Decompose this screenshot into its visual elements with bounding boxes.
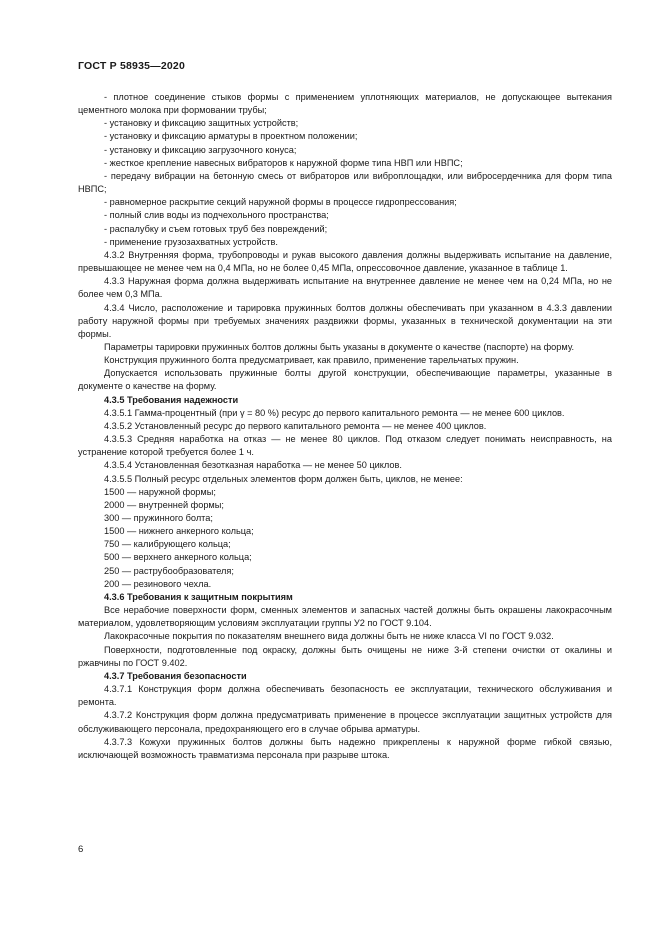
paragraph: 200 — резинового чехла.	[104, 578, 212, 589]
paragraph: 1500 — нижнего анкерного кольца;	[104, 526, 254, 537]
document-header: ГОСТ Р 58935—2020	[78, 60, 186, 72]
page-number: 6	[78, 844, 84, 855]
paragraph: 1500 — наружной формы;	[104, 486, 216, 497]
paragraph: 4.3.7.3 Кожухи пружинных болтов должны быть надежно прикреплены к наружной форме гибкой связью, исключающей возможность травматизма персонала при разрыве штока.	[78, 736, 612, 760]
paragraph: 4.3.7.2 Конструкция форм должна предусматривать применение в процессе эксплуатации защитных устройств для обслуживающего персонала, предохраняющего его в случае обрыва арматуры.	[78, 710, 612, 734]
paragraph: - установку и фиксацию загрузочного конуса;	[104, 144, 297, 155]
paragraph: Конструкция пружинного болта предусматривает, как правило, применение тарельчатых пружин.	[104, 355, 519, 366]
paragraph: 4.3.3 Наружная форма должна выдерживать испытание на внутреннее давление не менее чем на 0,24 МПа, но не более чем 0,3 МПа.	[78, 276, 612, 300]
paragraph: - распалубку и съем готовых труб без повреждений;	[104, 223, 328, 234]
paragraph: - равномерное раскрытие секций наружной формы в процессе гидропрессования;	[104, 197, 457, 208]
paragraph: 300 — пружинного болта;	[104, 513, 213, 523]
paragraph: - плотное соединение стыков формы с применением уплотняющих материалов, не допускающее вытекания цементного молока при формовании трубы;	[78, 92, 612, 116]
paragraph: 4.3.5.1 Гамма-процентный (при γ = 80 %) ресурс до первого капитального ремонта — не менее 600 циклов.	[104, 407, 565, 418]
section-heading: 4.3.5 Требования надежности	[104, 394, 239, 405]
paragraph: 2000 — внутренней формы;	[104, 499, 224, 510]
paragraph: Допускается использовать пружинные болты другой конструкции, обеспечивающие параметры, указанные в документе о качестве на форму.	[78, 368, 612, 392]
paragraph: - полный слив воды из подчехольного пространства;	[104, 210, 329, 221]
paragraph: 4.3.7.1 Конструкция форм должна обеспечивать безопасность ее эксплуатации, технического обслуживания и ремонта.	[78, 684, 612, 708]
paragraph: 4.3.2 Внутренняя форма, трубопроводы и рукав высокого давления должны выдерживать испытание на давление, превышающее не менее чем на 0,4 МПа, но не более 0,45 МПа, опрессовочное давление, указанное в таблице 1.	[78, 249, 612, 274]
paragraph: - передачу вибрации на бетонную смесь от вибраторов или виброплощадки, или вибросердечника для форм типа НВПС;	[78, 170, 612, 195]
paragraph: 250 — раструбообразователя;	[104, 565, 234, 576]
paragraph: 750 — калибрующего кольца;	[104, 539, 231, 550]
paragraph: - жесткое крепление навесных вибраторов к наружной форме типа НВП или НВПС;	[104, 157, 463, 168]
paragraph: - установку и фиксацию защитных устройств;	[104, 118, 299, 129]
paragraph: - установку и фиксацию арматуры в проектном положении;	[104, 131, 358, 142]
section-heading: 4.3.6 Требования к защитным покрытиям	[104, 591, 293, 602]
paragraph: - применение грузозахватных устройств.	[104, 236, 278, 247]
paragraph: Все нерабочие поверхности форм, сменных элементов и запасных частей должны быть окрашены лакокрасочным материалом, удовлетворяющим условиям эксплуатации группы У2 по ГОСТ 9.104.	[78, 605, 612, 629]
paragraph: 4.3.5.4 Установленная безотказная наработка — не менее 50 циклов.	[104, 460, 402, 471]
document-body	[78, 91, 612, 762]
paragraph: 4.3.5.2 Установленный ресурс до первого капитального ремонта — не менее 400 циклов.	[104, 420, 487, 431]
paragraph: 4.3.5.3 Средняя наработка на отказ — не менее 80 циклов. Под отказом следует понимать неисправность, на устранение которой требуется более 1 ч.	[78, 434, 612, 458]
paragraph: 4.3.5.5 Полный ресурс отдельных элементов форм должен быть, циклов, не менее:	[104, 473, 463, 484]
paragraph: Поверхности, подготовленные под окраску, должны быть очищены не ниже 3-й степени очистки от окалины и ржавчины по ГОСТ 9.402.	[78, 644, 612, 668]
paragraph: 4.3.4 Число, расположение и тарировка пружинных болтов должны обеспечивать при указанном в 4.3.3 давлении работу наружной формы при требуемых значениях раздвижки формы, указанных в технической документации на эти формы.	[78, 302, 612, 339]
section-heading: 4.3.7 Требования безопасности	[104, 670, 247, 681]
paragraph: Лакокрасочные покрытия по показателям внешнего вида должны быть не ниже класса VI по ГОСТ 9.032.	[104, 631, 554, 642]
paragraph: Параметры тарировки пружинных болтов должны быть указаны в документе о качестве (паспорте) на форму.	[104, 341, 575, 352]
paragraph: 500 — верхнего анкерного кольца;	[104, 552, 252, 563]
